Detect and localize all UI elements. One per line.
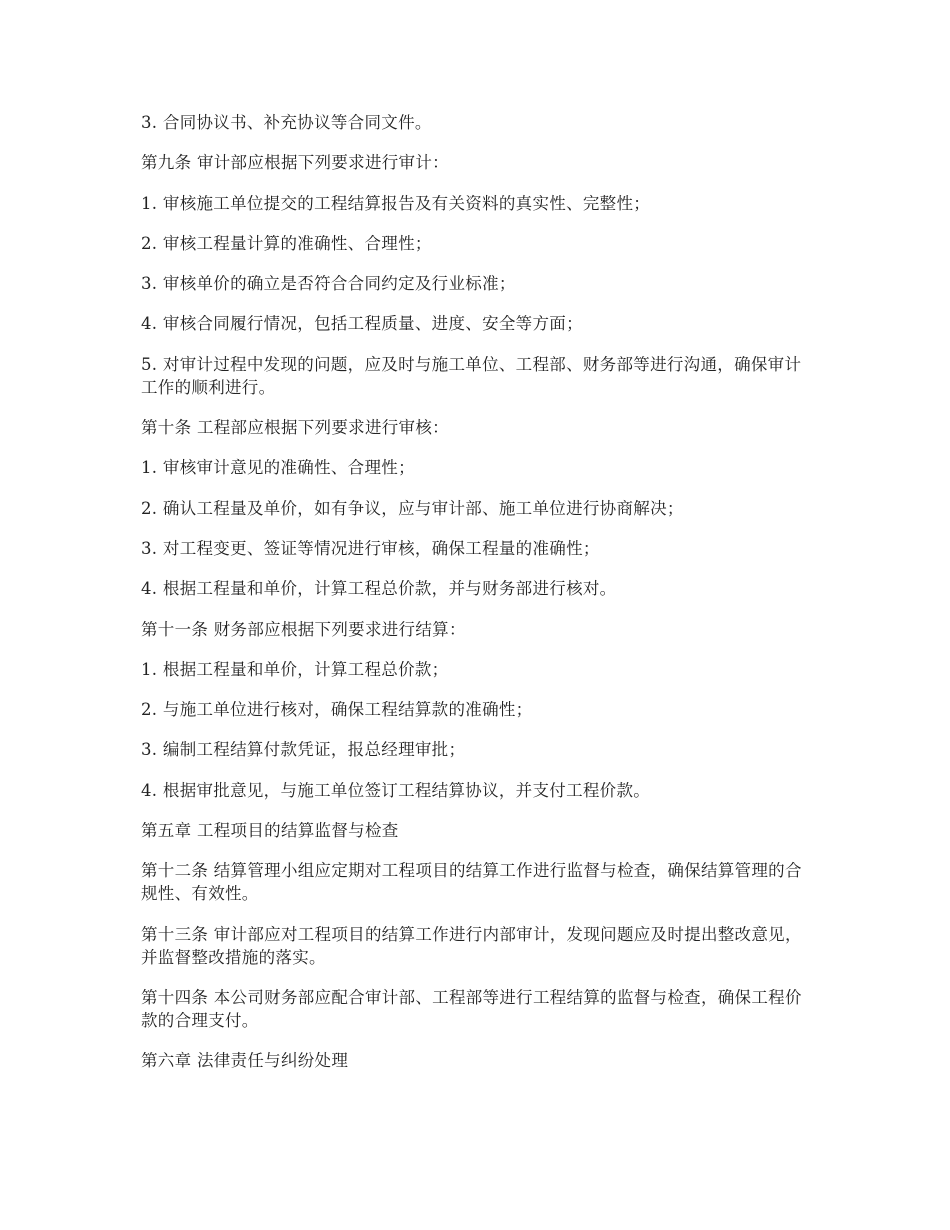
article-9-item-3: 3. 审核单价的确立是否符合合同约定及行业标准； — [141, 274, 516, 294]
article-12: 第十二条 结算管理小组应定期对工程项目的结算工作进行监督与检查，确保结算管理的合规性、有效性。 — [141, 861, 802, 904]
article-11-heading: 第十一条 财务部应根据下列要求进行结算： — [141, 619, 466, 639]
article-9-item-2: 2. 审核工程量计算的准确性、合理性； — [141, 233, 432, 253]
article-9-item-1: 1. 审核施工单位提交的工程结算报告及有关资料的真实性、完整性； — [141, 193, 651, 213]
article-10-heading: 第十条 工程部应根据下列要求进行审核： — [141, 418, 449, 438]
article-10-item-1: 1. 审核审计意见的准确性、合理性； — [141, 458, 415, 478]
document-body — [141, 111, 811, 1090]
article-11-item-1: 1. 根据工程量和单价，计算工程总价款； — [141, 659, 449, 679]
article-9-item-4: 4. 审核合同履行情况，包括工程质量、进度、安全等方面； — [141, 314, 583, 334]
article-9-heading: 第九条 审计部应根据下列要求进行审计： — [141, 153, 449, 173]
article-14: 第十四条 本公司财务部应配合审计部、工程部等进行工程结算的监督与检查，确保工程价款的合理支付。 — [141, 987, 802, 1030]
article-10-item-3: 3. 对工程变更、签证等情况进行审核，确保工程量的准确性； — [141, 538, 600, 558]
article-11-item-4: 4. 根据审批意见，与施工单位签订工程结算协议，并支付工程价款。 — [141, 780, 651, 800]
article-13: 第十三条 审计部应对工程项目的结算工作进行内部审计，发现问题应及时提出整改意见，并监督整改措施的落实。 — [141, 924, 802, 967]
article-10-item-2: 2. 确认工程量及单价，如有争议，应与审计部、施工单位进行协商解决； — [141, 498, 684, 518]
article-9-item-5: 5. 对审计过程中发现的问题，应及时与施工单位、工程部、财务部等进行沟通，确保审计工作的顺利进行。 — [141, 354, 802, 397]
chapter-6-heading: 第六章 法律责任与纠纷处理 — [141, 1051, 349, 1071]
article-10-item-4: 4. 根据工程量和单价，计算工程总价款，并与财务部进行核对。 — [141, 579, 617, 599]
contract-item-3: 3. 合同协议书、补充协议等合同文件。 — [141, 113, 432, 132]
article-11-item-2: 2. 与施工单位进行核对，确保工程结算款的准确性； — [141, 700, 533, 720]
chapter-5-heading: 第五章 工程项目的结算监督与检查 — [141, 821, 399, 841]
article-11-item-3: 3. 编制工程结算付款凭证，报总经理审批； — [141, 740, 466, 760]
